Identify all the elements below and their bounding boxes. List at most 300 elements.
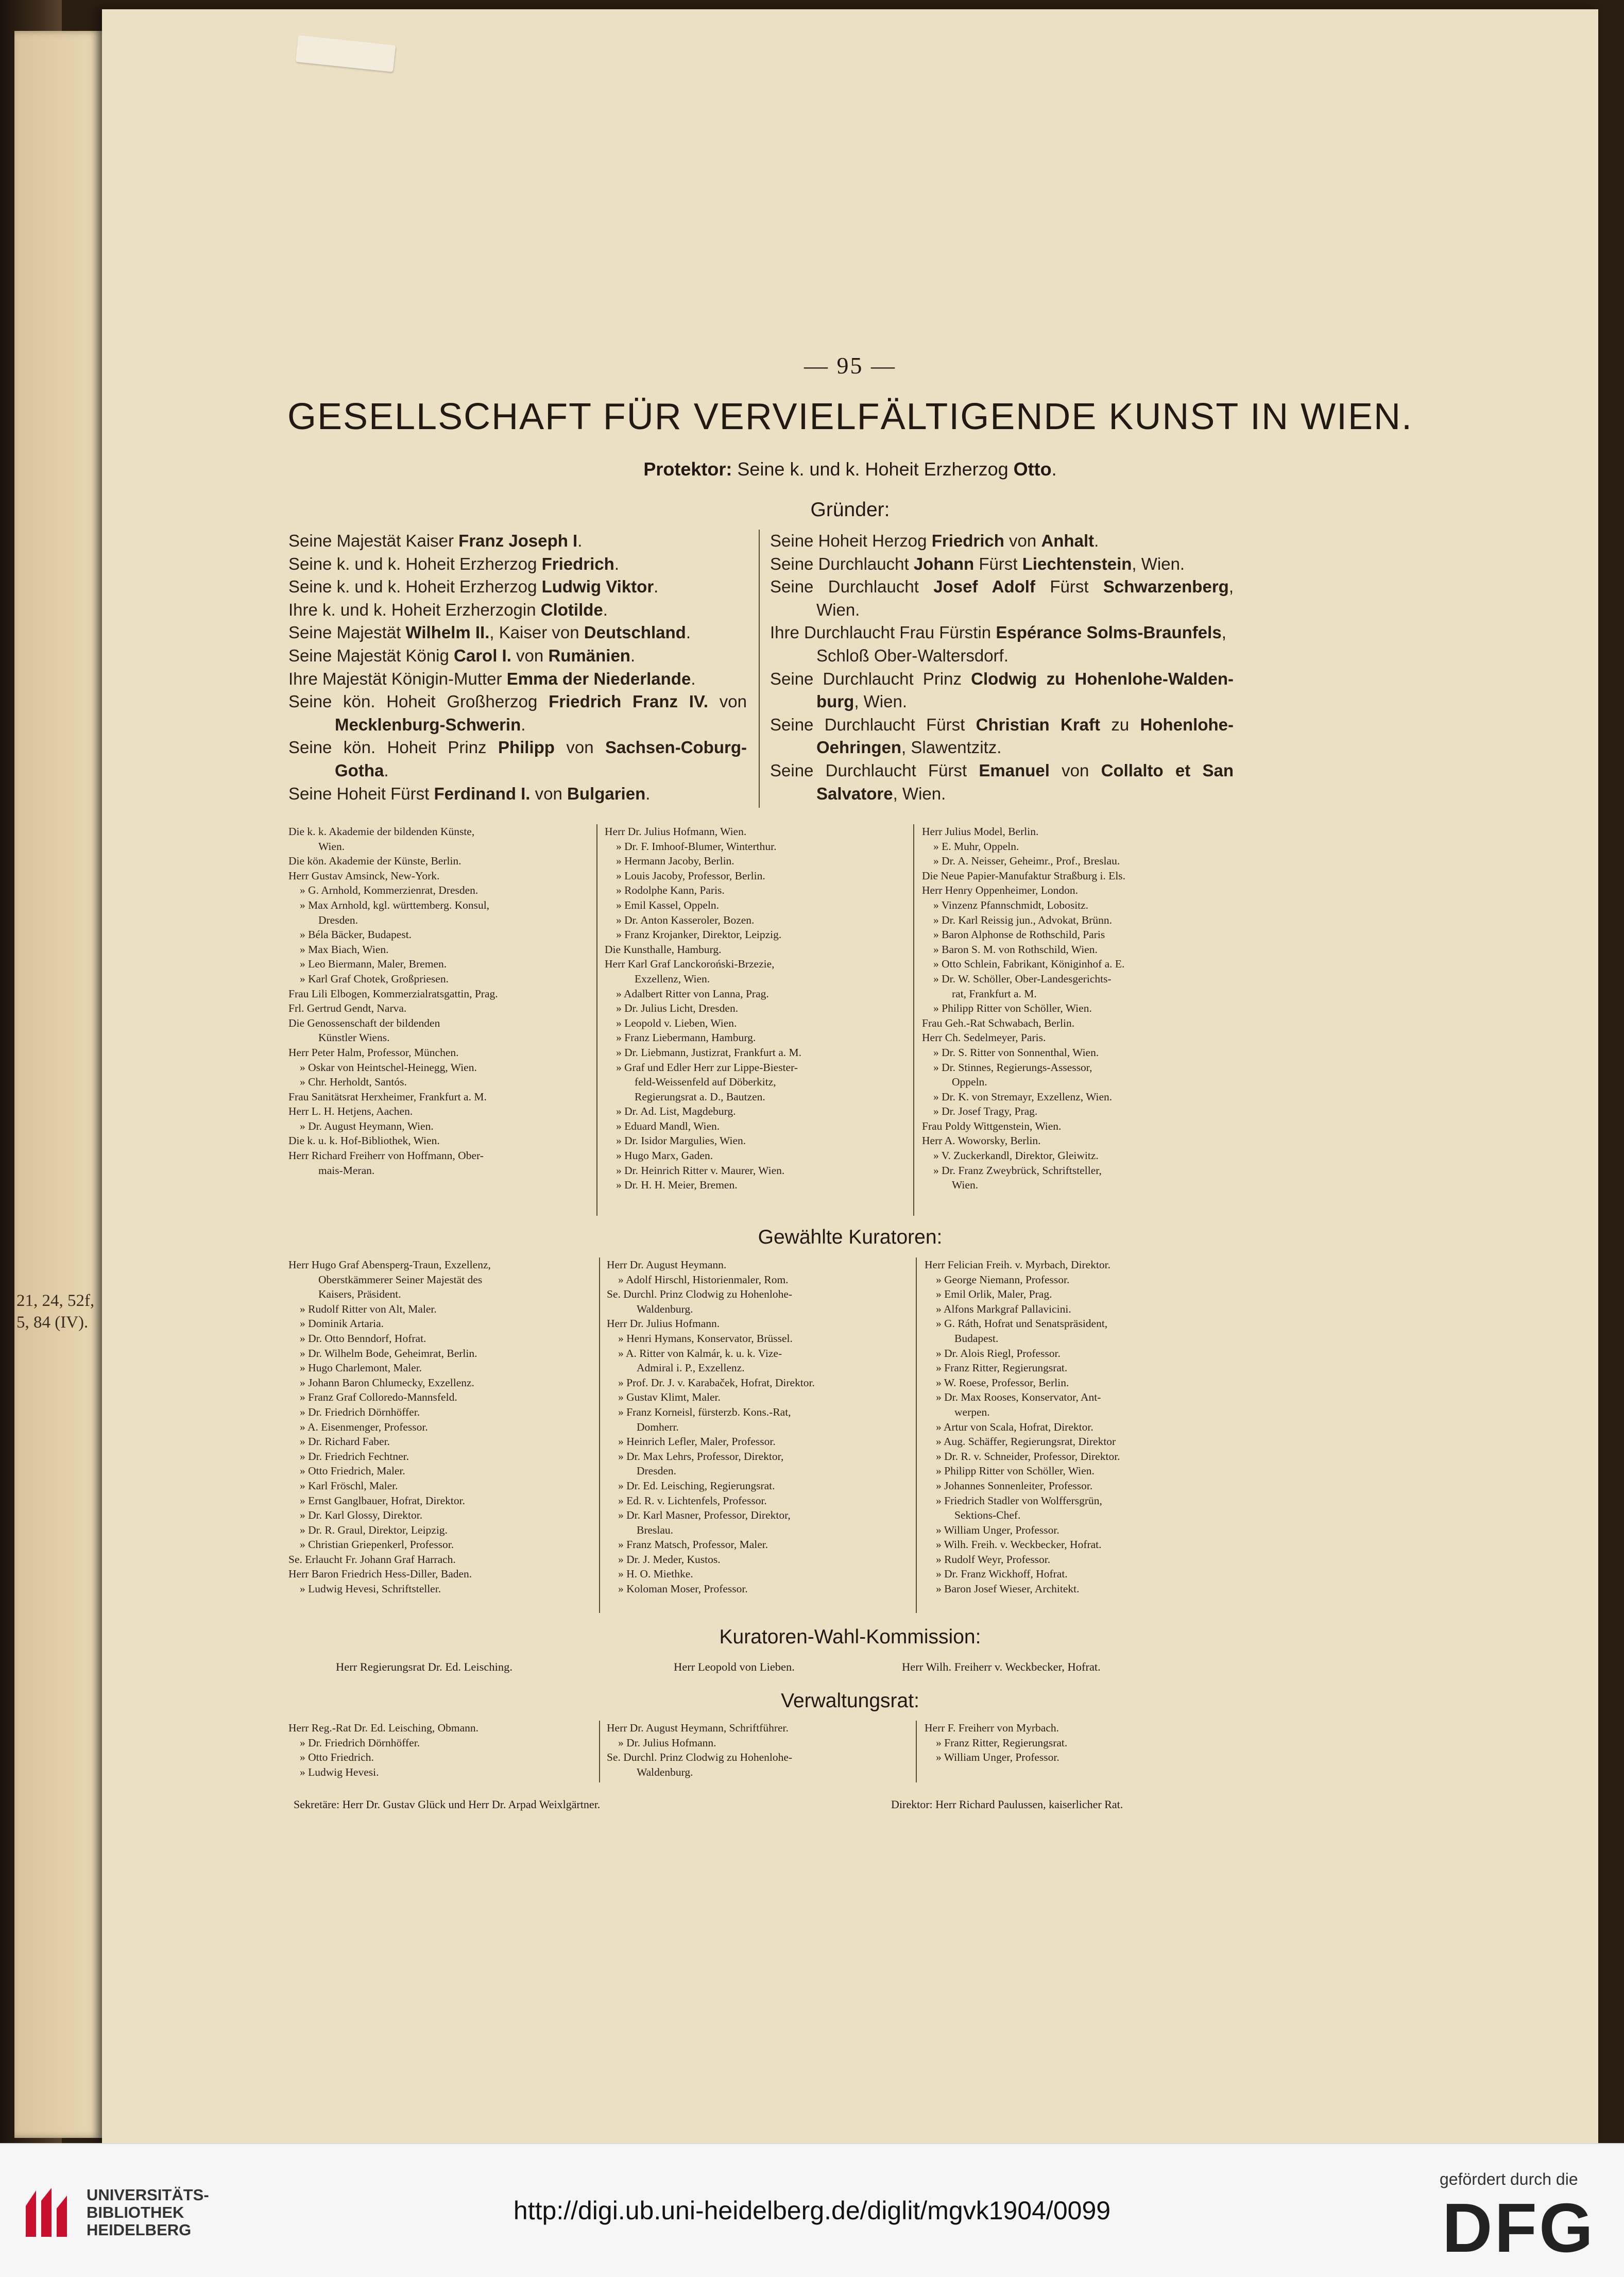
list-entry: Herr Reg.-Rat Dr. Ed. Leisching, Obmann. [288, 1722, 478, 1734]
gruender-text: , Wien. [893, 784, 946, 803]
list-entry: Breslau. [637, 1523, 674, 1536]
gruender-text: Seine Majestät Kaiser [288, 531, 459, 550]
list-entry: » Dr. Max Rooses, Konservator, Ant- [936, 1391, 1101, 1404]
list-entry: Herr F. Freiherr von Myrbach. [925, 1722, 1059, 1734]
gruender-text: . [1094, 531, 1099, 550]
list-entry: » Gustav Klimt, Maler. [618, 1391, 721, 1404]
list-entry: Dresden. [637, 1465, 677, 1477]
list-entry: » Hermann Jacoby, Berlin. [616, 855, 734, 868]
gruender-name: Collalto et San [1101, 760, 1234, 780]
gruender-right-column [770, 530, 1234, 805]
gruender-text: von [530, 784, 568, 803]
list-entry: » Dr. W. Schöller, Ober-Landesgerichts- [933, 972, 1112, 985]
gruender-entry [770, 668, 1234, 691]
list-entry: Die kön. Akademie der Künste, Berlin. [288, 855, 461, 868]
list-entry: » Rudolf Ritter von Alt, Maler. [300, 1302, 437, 1315]
list-entry: Herr Dr. August Heymann. [607, 1259, 727, 1271]
list-entry: Waldenburg. [637, 1765, 693, 1778]
gruender-entry [770, 599, 1234, 622]
gruender-name: Franz Joseph I [458, 531, 578, 550]
list-entry: » Dr. Julius Hofmann. [618, 1736, 716, 1749]
list-entry: Die k. u. k. Hof-Bibliothek, Wien. [288, 1134, 440, 1147]
list-entry: » Eduard Mandl, Wien. [616, 1119, 720, 1132]
list-entry: » Max Arnhold, kgl. württemberg. Konsul, [300, 898, 490, 911]
list-entry: Herr L. H. Hetjens, Aachen. [288, 1105, 413, 1118]
list-entry: » Dr. R. Graul, Direktor, Leipzig. [300, 1523, 448, 1536]
wahl-member: Herr Leopold von Lieben. [674, 1660, 795, 1673]
gruender-left-column [288, 530, 747, 805]
list-entry: » Karl Graf Chotek, Großpriesen. [300, 972, 449, 985]
list-entry: Herr Baron Friedrich Hess-Diller, Baden. [288, 1568, 472, 1581]
gruender-text: , [1228, 577, 1234, 597]
list-entry: Frl. Gertrud Gendt, Narva. [288, 1002, 407, 1015]
heading-gruender: Gründer: [810, 499, 890, 521]
kuratoren-column-2 [607, 1258, 911, 1596]
prev-page-fragment: 21, 24, 52f, [16, 1292, 95, 1310]
list-entry: » Dominik Artaria. [300, 1317, 384, 1330]
list-entry: » Dr. Ad. List, Magdeburg. [616, 1105, 736, 1118]
list-entry: » Emil Orlik, Maler, Prag. [936, 1288, 1052, 1301]
gruender-name: Clotilde [540, 600, 603, 619]
column-divider [916, 1721, 917, 1782]
list-entry: » Dr. Karl Masner, Professor, Direktor, [618, 1509, 791, 1522]
list-entry: » Franz Krojanker, Direktor, Leipzig. [616, 928, 782, 941]
gruender-name: Deutschland [584, 623, 686, 642]
gruender-name: Clodwig zu Hohenlohe-Walden- [971, 669, 1234, 688]
gruender-name: Ferdinand I. [434, 784, 531, 803]
gruender-entry [770, 621, 1234, 644]
protektor-text-end: . [1051, 458, 1057, 480]
prev-page-fragment: 5, 84 (IV). [16, 1313, 89, 1332]
permalink-url[interactable]: http://digi.ub.uni-heidelberg.de/diglit/mgvk1904/0099 [513, 2196, 1111, 2225]
gruender-text: . [577, 531, 583, 550]
verwaltungsrat-column-3 [925, 1721, 1239, 1765]
list-entry: Herr Dr. Julius Hofmann. [607, 1317, 720, 1330]
list-entry: » Vinzenz Pfannschmidt, Lobositz. [933, 898, 1089, 911]
gruender-name: Hohenlohe- [1140, 715, 1234, 734]
gruender-text: . [521, 715, 526, 734]
gruender-text: . [645, 784, 651, 803]
list-entry: » W. Roese, Professor, Berlin. [936, 1376, 1069, 1389]
list-entry: » G. Ráth, Hofrat und Senatspräsident, [936, 1317, 1108, 1330]
gruender-name: burg [816, 692, 854, 711]
gruender-name: Friedrich [541, 554, 614, 573]
gruender-text: von [1049, 760, 1101, 780]
gruender-name: Anhalt [1041, 531, 1095, 550]
list-entry: Frau Lili Elbogen, Kommerzialratsgattin, Prag. [288, 987, 498, 1000]
list-entry: » Dr. August Heymann, Wien. [300, 1119, 434, 1132]
gruender-text: Wien. [816, 600, 860, 619]
gruender-entry [288, 599, 747, 622]
list-entry: » Dr. R. v. Schneider, Professor, Direktor. [936, 1450, 1120, 1463]
list-entry: » Adolf Hirschl, Historienmaler, Rom. [618, 1273, 789, 1286]
list-entry: » Dr. H. H. Meier, Bremen. [616, 1179, 738, 1192]
list-entry: » Dr. Julius Licht, Dresden. [616, 1002, 739, 1015]
gruender-text: Ihre k. und k. Hoheit Erzherzogin [288, 600, 541, 619]
list-entry: » Leopold v. Lieben, Wien. [616, 1016, 737, 1029]
verwaltungsrat-column-2 [607, 1721, 911, 1779]
gruender-text: . [691, 669, 696, 688]
list-entry: » Dr. K. von Stremayr, Exzellenz, Wien. [933, 1090, 1113, 1103]
list-entry: » Franz Ritter, Regierungsrat. [936, 1362, 1068, 1374]
gruender-text: Seine k. und k. Hoheit Erzherzog [288, 577, 542, 597]
gruender-name: Ludwig Viktor [541, 577, 654, 597]
list-entry: » Dr. Max Lehrs, Professor, Direktor, [618, 1450, 784, 1463]
list-entry: » Henri Hymans, Konservator, Brüssel. [618, 1332, 793, 1345]
list-entry: » Rodolphe Kann, Paris. [616, 884, 725, 897]
list-entry: » Alfons Markgraf Pallavicini. [936, 1302, 1071, 1315]
gruender-text: . [654, 577, 659, 597]
list-entry: » Philipp Ritter von Schöller, Wien. [936, 1465, 1095, 1477]
list-entry: » Dr. Ed. Leisching, Regierungsrat. [618, 1479, 775, 1492]
gruender-text: . [686, 623, 691, 642]
protektor-label: Protektor: [643, 458, 732, 480]
kuratoren-column-3 [925, 1258, 1239, 1596]
list-entry: Exzellenz, Wien. [635, 972, 710, 985]
gruender-name: Johann [913, 554, 975, 573]
gruender-entry [770, 736, 1234, 759]
list-entry: » Dr. Anton Kasseroler, Bozen. [616, 913, 755, 926]
list-entry: » Dr. Liebmann, Justizrat, Frankfurt a. M. [616, 1046, 802, 1059]
gruender-name: Bulgarien [567, 784, 646, 803]
list-entry: » E. Muhr, Oppeln. [933, 840, 1019, 853]
gruender-name: Emma der Niederlande [506, 669, 691, 688]
list-entry: » Dr. Friedrich Dörnhöffer. [300, 1405, 420, 1418]
gruender-text: Fürst [1035, 577, 1103, 597]
list-entry: » Leo Biermann, Maler, Bremen. [300, 958, 447, 971]
gruender-entry [770, 690, 1234, 713]
gruender-text: Seine k. und k. Hoheit Erzherzog [288, 554, 542, 573]
gruender-text: , Kaiser von [489, 623, 584, 642]
gruender-name: Sachsen-Coburg- [605, 738, 747, 757]
list-entry: » Louis Jacoby, Professor, Berlin. [616, 869, 765, 882]
gruender-entry [288, 644, 747, 668]
list-entry: » Artur von Scala, Hofrat, Direktor. [936, 1420, 1093, 1433]
gruender-text: Seine Majestät König [288, 645, 454, 665]
heading-verwaltungsrat: Verwaltungsrat: [781, 1690, 919, 1712]
list-entry: » Friedrich Stadler von Wolffersgrün, [936, 1494, 1102, 1507]
wahl-member: Herr Regierungsrat Dr. Ed. Leisching. [336, 1660, 513, 1673]
gruender-text: Seine Hoheit Fürst [288, 784, 434, 803]
footer-director: Direktor: Herr Richard Paulussen, kaiserlicher Rat. [891, 1798, 1123, 1811]
protektor-name: Otto [1013, 458, 1052, 480]
list-entry: » Graf und Edler Herr zur Lippe-Biester- [616, 1061, 798, 1074]
wahl-member: Herr Wilh. Freiherr v. Weckbecker, Hofrat. [902, 1660, 1101, 1673]
list-entry: » Dr. Wilhelm Bode, Geheimrat, Berlin. [300, 1347, 477, 1360]
list-entry: » Franz Matsch, Professor, Maler. [618, 1538, 768, 1551]
list-entry: » Dr. J. Meder, Kustos. [618, 1553, 721, 1566]
gruender-entry [770, 553, 1234, 576]
gruender-entry [288, 783, 747, 806]
list-entry: Waldenburg. [637, 1302, 693, 1315]
list-entry: Frau Poldy Wittgenstein, Wien. [922, 1119, 1062, 1132]
list-entry: » Chr. Herholdt, Santós. [300, 1076, 407, 1089]
list-entry: » V. Zuckerkandl, Direktor, Gleiwitz. [933, 1149, 1099, 1162]
list-entry: » Dr. Karl Reissig jun., Advokat, Brünn. [933, 913, 1112, 926]
gruender-name: Carol I. [454, 645, 511, 665]
gruender-text: Schloß Ober-Waltersdorf. [816, 645, 1008, 665]
column-divider [759, 530, 760, 808]
gruender-entry [288, 530, 747, 553]
gruender-name: Rumänien [548, 645, 630, 665]
gruender-entry [770, 644, 1234, 668]
gruender-entry [770, 783, 1234, 806]
list-entry: » Baron S. M. von Rothschild, Wien. [933, 943, 1098, 956]
footer-secretaries: Sekretäre: Herr Dr. Gustav Glück und Herr Dr. Arpad Weixlgärtner. [294, 1798, 601, 1811]
column-divider [596, 824, 597, 1216]
list-entry: » Dr. Richard Faber. [300, 1435, 390, 1448]
list-entry: » William Unger, Professor. [936, 1751, 1059, 1764]
list-entry: » Béla Bäcker, Budapest. [300, 928, 412, 941]
list-entry: » Dr. Stinnes, Regierungs-Assessor, [933, 1061, 1092, 1074]
gruender-text: von [511, 645, 549, 665]
list-entry: Die Genossenschaft der bildenden [288, 1016, 440, 1029]
list-entry: rat, Frankfurt a. M. [952, 987, 1037, 1000]
list-entry: » Johann Baron Chlumecky, Exzellenz. [300, 1376, 474, 1389]
gruender-text: . [603, 600, 608, 619]
list-entry: Die Neue Papier-Manufaktur Straßburg i. Els. [922, 869, 1126, 882]
list-entry: » H. O. Miethke. [618, 1568, 693, 1581]
gruender-text: Seine Durchlaucht Fürst [770, 715, 976, 734]
previous-page-edge [14, 31, 102, 2138]
members-column-2 [605, 824, 903, 1193]
gruender-name: Schwarzenberg [1103, 577, 1229, 597]
list-entry: » Philipp Ritter von Schöller, Wien. [933, 1002, 1092, 1015]
list-entry: Herr Henry Oppenheimer, London. [922, 884, 1079, 897]
gruender-name: Liechtenstein [1022, 554, 1132, 573]
gruender-entry [288, 759, 747, 783]
gruender-text: . [384, 760, 389, 780]
list-entry: » Dr. Heinrich Ritter v. Maurer, Wien. [616, 1164, 785, 1177]
heading-wahl-kommission: Kuratoren-Wahl-Kommission: [719, 1626, 981, 1648]
dfg-logo-icon: DFG [1442, 2189, 1595, 2267]
list-entry: » Wilh. Freih. v. Weckbecker, Hofrat. [936, 1538, 1102, 1551]
library-line: UNIVERSITÄTS- [87, 2186, 209, 2204]
column-divider [916, 1258, 917, 1613]
list-entry: » George Niemann, Professor. [936, 1273, 1070, 1286]
column-divider [913, 824, 914, 1216]
list-entry: » Max Biach, Wien. [300, 943, 389, 956]
list-entry: » Dr. Franz Wickhoff, Hofrat. [936, 1568, 1068, 1581]
list-entry: feld-Weissenfeld auf Döberkitz, [635, 1076, 776, 1089]
list-entry: » Emil Kassel, Oppeln. [616, 898, 720, 911]
gruender-name: Friedrich Franz IV. [549, 692, 709, 711]
list-entry: Sektions-Chef. [954, 1509, 1021, 1522]
gruender-name: Mecklenburg-Schwerin [335, 715, 521, 734]
list-entry: » Ernst Ganglbauer, Hofrat, Direktor. [300, 1494, 465, 1507]
gruender-entry [288, 575, 747, 599]
list-entry: » A. Eisenmenger, Professor. [300, 1420, 428, 1433]
column-divider [599, 1258, 600, 1613]
list-entry: mais-Meran. [318, 1164, 375, 1177]
list-entry: » Baron Alphonse de Rothschild, Paris [933, 928, 1105, 941]
list-entry: » Otto Friedrich, Maler. [300, 1465, 405, 1477]
list-entry: Herr A. Woworsky, Berlin. [922, 1134, 1041, 1147]
list-entry: Se. Durchl. Prinz Clodwig zu Hohenlohe- [607, 1751, 793, 1764]
gruender-entry [770, 759, 1234, 783]
gruender-text: , Slawentzitz. [901, 738, 1002, 757]
list-entry: » Prof. Dr. J. v. Karabaček, Hofrat, Direktor. [618, 1376, 815, 1389]
gruender-text: Seine kön. Hoheit Großherzog [288, 692, 549, 711]
gruender-text: Seine Durchlaucht [770, 554, 914, 573]
list-entry: » Franz Graf Colloredo-Mannsfeld. [300, 1391, 457, 1404]
list-entry: Herr Felician Freih. v. Myrbach, Direktor. [925, 1259, 1111, 1271]
list-entry: Regierungsrat a. D., Bautzen. [635, 1090, 765, 1103]
list-entry: » Otto Friedrich. [300, 1751, 374, 1764]
list-entry: Die Kunsthalle, Hamburg. [605, 943, 722, 956]
list-entry: » Otto Schlein, Fabrikant, Königinhof a. E. [933, 958, 1125, 971]
gruender-text: Seine Durchlaucht Fürst [770, 760, 979, 780]
list-entry: » Dr. A. Neisser, Geheimr., Prof., Breslau. [933, 855, 1120, 868]
gruender-name: Espérance Solms-Braunfels [996, 623, 1222, 642]
list-entry: Herr Karl Graf Lanckoroński-Brzezie, [605, 958, 775, 971]
list-entry: Künstler Wiens. [318, 1031, 390, 1044]
paper-slip [296, 35, 396, 72]
list-entry: Wien. [318, 840, 345, 853]
list-entry: » Franz Ritter, Regierungsrat. [936, 1736, 1068, 1749]
list-entry: » Dr. Alois Riegl, Professor. [936, 1347, 1061, 1360]
list-entry: Herr Dr. August Heymann, Schriftführer. [607, 1722, 789, 1734]
gruender-text: von [708, 692, 747, 711]
gruender-text: , Wien. [854, 692, 908, 711]
protektor-line [102, 458, 1598, 480]
list-entry: » Dr. Franz Zweybrück, Schriftsteller, [933, 1164, 1102, 1177]
list-entry: » Dr. Friedrich Fechtner. [300, 1450, 409, 1463]
list-entry: Dresden. [318, 913, 358, 926]
list-entry: » Adalbert Ritter von Lanna, Prag. [616, 987, 769, 1000]
list-entry: » G. Arnhold, Kommerzienrat, Dresden. [300, 884, 478, 897]
list-entry: » Koloman Moser, Professor. [618, 1583, 748, 1595]
gruender-entry [288, 690, 747, 713]
gruender-text: Fürst [974, 554, 1022, 573]
gruender-entry [288, 713, 747, 737]
list-entry: Domherr. [637, 1420, 679, 1433]
list-entry: Die k. k. Akademie der bildenden Künste, [288, 825, 475, 838]
gruender-text: von [1004, 531, 1041, 550]
list-entry: » Ludwig Hevesi. [300, 1765, 379, 1778]
list-entry: Frau Geh.-Rat Schwabach, Berlin. [922, 1016, 1075, 1029]
list-entry: » Hugo Marx, Gaden. [616, 1149, 713, 1162]
list-entry: » Johannes Sonnenleiter, Professor. [936, 1479, 1093, 1492]
list-entry: » Ludwig Hevesi, Schriftsteller. [300, 1583, 441, 1595]
list-entry: » Baron Josef Wieser, Architekt. [936, 1583, 1080, 1595]
list-entry: » Dr. Karl Glossy, Direktor. [300, 1509, 423, 1522]
list-entry: Budapest. [954, 1332, 999, 1345]
gruender-name: Christian Kraft [976, 715, 1100, 734]
verwaltungsrat-column-1 [288, 1721, 592, 1779]
list-entry: » Aug. Schäffer, Regierungsrat, Direktor [936, 1435, 1116, 1448]
list-entry: Herr Julius Model, Berlin. [922, 825, 1039, 838]
list-entry: Herr Dr. Julius Hofmann, Wien. [605, 825, 747, 838]
list-entry: Oppeln. [952, 1076, 987, 1089]
list-entry: » Dr. Friedrich Dörnhöffer. [300, 1736, 420, 1749]
gruender-entry [288, 736, 747, 759]
list-entry: » Dr. Isidor Margulies, Wien. [616, 1134, 746, 1147]
list-entry: Wien. [952, 1179, 979, 1192]
list-entry: » Christian Griepenkerl, Professor. [300, 1538, 454, 1551]
list-entry: » Dr. F. Imhoof-Blumer, Winterthur. [616, 840, 777, 853]
list-entry: Kaisers, Präsident. [318, 1288, 401, 1301]
list-entry: » Franz Liebermann, Hamburg. [616, 1031, 756, 1044]
gruender-text: . [630, 645, 636, 665]
members-column-1 [288, 824, 587, 1178]
list-entry: » Ed. R. v. Lichtenfels, Professor. [618, 1494, 767, 1507]
gruender-name: Emanuel [979, 760, 1050, 780]
gruender-text: Ihre Durchlaucht Frau Fürstin [770, 623, 996, 642]
gruender-name: Oehringen [816, 738, 902, 757]
list-entry: » Hugo Charlemont, Maler. [300, 1362, 422, 1374]
page-title: GESELLSCHAFT FÜR VERVIELFÄLTIGENDE KUNST IN WIEN. [287, 396, 1413, 437]
gruender-name: Friedrich [931, 531, 1004, 550]
gruender-text: , Wien. [1132, 554, 1185, 573]
list-entry: » Oskar von Heintschel-Heinegg, Wien. [300, 1061, 477, 1074]
heading-kuratoren: Gewählte Kuratoren: [758, 1226, 943, 1248]
list-entry: » Franz Korneisl, fürsterzb. Kons.-Rat, [618, 1405, 791, 1418]
gruender-text: Seine Majestät [288, 623, 406, 642]
gruender-entry [770, 530, 1234, 553]
list-entry: » A. Ritter von Kalmár, k. u. k. Vize- [618, 1347, 782, 1360]
list-entry: Herr Hugo Graf Abensperg-Traun, Exzellenz, [288, 1259, 491, 1271]
gruender-name: Wilhelm II. [405, 623, 490, 642]
gruender-name: Josef Adolf [933, 577, 1035, 597]
list-entry: » Heinrich Lefler, Maler, Professor. [618, 1435, 776, 1448]
list-entry: Herr Ch. Sedelmeyer, Paris. [922, 1031, 1046, 1044]
gruender-text: von [554, 738, 605, 757]
library-line: HEIDELBERG [87, 2221, 192, 2239]
list-entry: Se. Erlaucht Fr. Johann Graf Harrach. [288, 1553, 456, 1566]
gruender-text: Seine Durchlaucht [770, 577, 934, 597]
gruender-text: Ihre Majestät Königin-Mutter [288, 669, 507, 688]
list-entry: Oberstkämmerer Seiner Majestät des [318, 1273, 483, 1286]
gruender-name: Gotha [335, 760, 384, 780]
funding-label: gefördert durch die [1440, 2170, 1578, 2188]
list-entry: » Dr. Otto Benndorf, Hofrat. [300, 1332, 426, 1345]
gruender-name: Salvatore [816, 784, 893, 803]
gruender-text: Seine Hoheit Herzog [770, 531, 932, 550]
list-entry: » William Unger, Professor. [936, 1523, 1059, 1536]
list-entry: Admiral i. P., Exzellenz. [637, 1362, 745, 1374]
gruender-entry [288, 668, 747, 691]
members-column-3 [922, 824, 1239, 1193]
list-entry: Herr Richard Freiherr von Hoffmann, Ober- [288, 1149, 484, 1162]
gruender-entry [288, 621, 747, 644]
gruender-entry [288, 553, 747, 576]
document-page [102, 9, 1598, 2143]
list-entry: Herr Peter Halm, Professor, München. [288, 1046, 459, 1059]
gruender-text: . [614, 554, 619, 573]
gruender-text: zu [1100, 715, 1140, 734]
list-entry: Frau Sanitätsrat Herxheimer, Frankfurt a. M. [288, 1090, 487, 1103]
gruender-entry [770, 713, 1234, 737]
gruender-name: Philipp [498, 738, 555, 757]
kuratoren-column-1 [288, 1258, 592, 1596]
library-line: BIBLIOTHEK [87, 2203, 184, 2221]
page-number: — 95 — [804, 352, 896, 379]
list-entry: » Dr. Josef Tragy, Prag. [933, 1105, 1038, 1118]
list-entry: Herr Gustav Amsinck, New-York. [288, 869, 440, 882]
gruender-text: Seine kön. Hoheit Prinz [288, 738, 498, 757]
protektor-text: Seine k. und k. Hoheit Erzherzog [732, 458, 1014, 480]
list-entry: Se. Durchl. Prinz Clodwig zu Hohenlohe- [607, 1288, 793, 1301]
gruender-text: Seine Durchlaucht Prinz [770, 669, 971, 688]
list-entry: » Dr. S. Ritter von Sonnenthal, Wien. [933, 1046, 1099, 1059]
list-entry: werpen. [954, 1405, 990, 1418]
digitization-banner [0, 2143, 1624, 2277]
gruender-text: , [1221, 623, 1226, 642]
list-entry: » Karl Fröschl, Maler. [300, 1479, 398, 1492]
gruender-entry [770, 575, 1234, 599]
column-divider [599, 1721, 600, 1782]
